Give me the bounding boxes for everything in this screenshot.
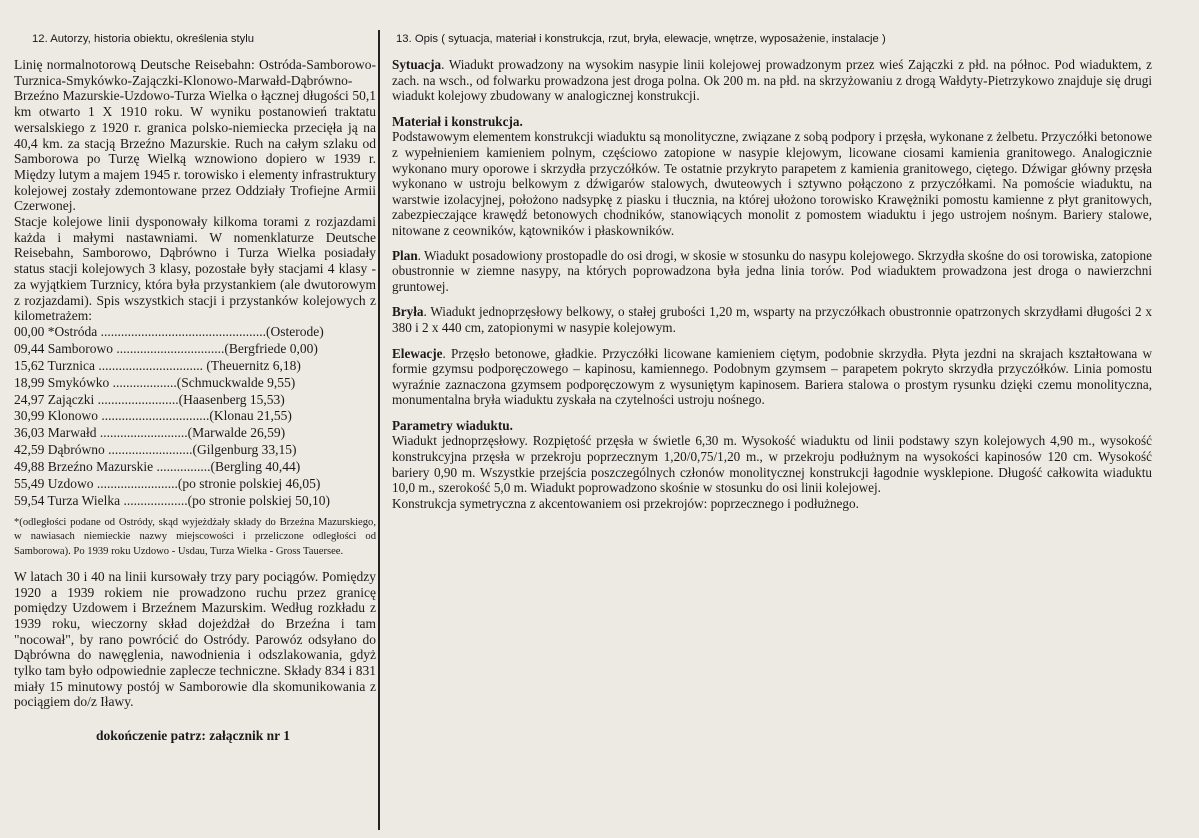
station-item: 49,88 Brzeźno Mazurskie ................(Bergling 40,44) — [14, 459, 301, 475]
bryla-title: Bryła — [392, 304, 424, 320]
material-text: Podstawowym elementem konstrukcji wiaduktu są monolityczne, związane z sobą podpory i przęsła, wykonane z żelbetu. Przyczółki betonowe z wypełnieniem kamieniem polnym, częściowo zatopione w nasypie klejowym, licowane ciosami kamienia granitowego. Analogicznie wykonano mury oporowe i skrzydła przyczółków. Te ostatnie przykryto parapetem z kamienia granitowego, ciętego. Dźwigar główny przęsła wykonano w ustroju belkowym z dźwigarów stalowych, dwuteowych i sztywno połączono z przyczółkami. Na pomoście wiaduktu, na warstwie izolacyjnej, położono nadsypkę z piasku i tłucznia, na której ułożono torowisko Krawężniki pomostu kamienne z płyt granitowych, zabezpieczające krawędź betonowych chodników, stanowiących monolit z pomostem wiaduktu i jego ustrojem nośnym. Bariery stalowe, nitowane z ceowników, kątowników i płaskowników. — [392, 129, 1152, 238]
continuation-note: dokończenie patrz: załącznik nr 1 — [96, 728, 290, 744]
plan-text: . Wiadukt posadowiony prostopadle do osi drogi, w skosie w stosunku do nasypu kolejowego. Skrzydła skośne do osi torowiska, zatopione obustronnie w ziemne nasypy, na których poprowadzona była jedna linia torów. Pod wiaduktem prowadzona jest droga o nawierzchni gruntowej. — [392, 247, 1153, 294]
station-item: 42,59 Dąbrówno .........................(Gilgenburg 33,15) — [14, 442, 297, 458]
history-column — [14, 33, 376, 744]
station-item: 18,99 Smykówko ...................(Schmuckwalde 9,55) — [14, 374, 296, 390]
section-sytuacja — [392, 57, 1152, 104]
station-item: 24,97 Zajączki ........................(Haasenberg 15,53) — [14, 391, 285, 407]
station-item: 15,62 Turznica ............................... (Theuernitz 6,18) — [14, 357, 301, 373]
station-list — [14, 324, 376, 510]
sytuacja-text: . Wiadukt prowadzony na wysokim nasypie linii kolejowej prowadzonym przez wieś Zajączki z płd. na północ. Pod wiaduktem, z zach. na wsch., od folwarku prowadzona jest droga polna. Ok 200 m. na płd. na skrzyżowaniu z drogą Wałdyty-Pietrzykowo znajduje się drugi wiadukt kolejowy zbudowany w analogicznej konstrukcji. — [392, 57, 1152, 104]
elewacje-title: Elewacje — [392, 345, 443, 361]
station-item: 30,99 Klonowo ................................(Klonau 21,55) — [14, 408, 292, 424]
params-block — [392, 433, 1152, 511]
plan-title: Plan — [392, 247, 418, 263]
material-title: Materiał i konstrukcja. — [392, 113, 523, 129]
station-item: 09,44 Samborowo ................................(Bergfriede 0,00) — [14, 340, 318, 356]
station-item: 00,00 *Ostróda .................................................(Osterode) — [14, 323, 324, 339]
params-title: Parametry wiaduktu. — [392, 417, 513, 433]
station-item: 55,49 Uzdowo ........................(po stronie polskiej 46,05) — [14, 476, 321, 492]
description-header: 13. Opis ( sytuacja, materiał i konstrukcja, rzut, bryła, elewacje, wnętrze, wyposażenie, instalacje ) — [396, 33, 886, 45]
section-elewacje — [392, 346, 1152, 408]
history-paragraph-1: Linię normalnotorową Deutsche Reisebahn: Ostróda-Samborowo-Turznica-Smykówko-Zajączki-Klonowo-Marwałd-Dąbrówno-Brzeźno Mazurskie-Uzdowo-Turza Wielka o łącznej długości 50,1 km otwarto 1 X 1910 roku. W wyniku postanowień traktatu wersalskiego z 1920 r. granica polsko-niemiecka przecięła ją na 40,4 km. za stacją Brzeźno Mazurskie. Ruch na całym szlaku od Samborowa po Turzę Wielką wznowiono dopiero w 1939 r. Między lutym a majem 1945 r. torowisko i elementy infrastruktury kolejowej zostały zdemontowane przez Oddziały Trofiejne Armii Czerwonej. — [14, 57, 376, 214]
params-text-2: Konstrukcja symetryczna z akcentowaniem osi przekrojów: poprzecznego i podłużnego. — [392, 495, 859, 511]
history-header: 12. Autorzy, historia obiektu, określenia stylu — [32, 33, 255, 45]
section-bryla — [392, 304, 1152, 335]
description-column — [392, 33, 1152, 511]
section-plan — [392, 248, 1152, 295]
sytuacja-title: Sytuacja — [392, 57, 442, 72]
distance-note: *(odległości podane od Ostródy, skąd wyjeżdżały składy do Brzeźna Mazurskiego, w nawiasach niemieckie nazwy miejscowości i przeliczone odległości od Samborowa). Po 1939 roku Uzdowo - Usdau, Turza Wielka - Gross Tauersee. — [14, 516, 376, 557]
station-item: 59,54 Turza Wielka ...................(po stronie polskiej 50,10) — [14, 493, 331, 509]
station-item: 36,03 Marwałd ..........................(Marwalde 26,59) — [14, 425, 286, 441]
column-divider — [378, 30, 380, 830]
elewacje-text: . Przęsło betonowe, gładkie. Przyczółki licowane kamieniem ciętym, podobnie skrzydła. Płyta jezdni na skrajach kształtowana w formie gzymsu podporęczowego – kapinosu, kamiennego. Podobnym gzymsem – parapetem pokryto skrzydła przyczółków. Linia pomostu wyraźnie zaznaczona gzymsem podporęczowym z wysuniętym kapinosem. Bariera stalowa o prostym rysunku dzięki czemu monolityczna, monumentalna bryła wiaduktu zyskała na czytelności ustroju nośnego. — [392, 345, 1152, 408]
history-paragraph-3: W latach 30 i 40 na linii kursowały trzy pary pociągów. Pomiędzy 1920 a 1939 rokiem nie prowadzono ruchu przez granicę pomiędzy Uzdowem i Brzeźnem Mazurskim. Według rozkładu z 1939 roku, wieczorny skład dojeżdżał do Brzeźna i tam "nocował", by rano powrócić do Ostródy. Parowóz odsyłano do Dąbrówna do nawęglenia, nawodnienia i odszlakowania, gdyż tylko tam było odpowiednie zaplecze techniczne. Składy 834 i 831 miały 15 minutowy postój w Samborowie dla skomunikowania z pociągiem do/z Iławy. — [14, 568, 376, 710]
params-text-1: Wiadukt jednoprzęsłowy. Rozpiętość przęsła w świetle 6,30 m. Wysokość wiaduktu od linii podstawy szyn kolejowych 4,90 m., wysokość konstrukcyjna przęsła w przekroju poprzecznym 1,20/0,75/1,20 m., w przekroju podłużnym na wysokości kapinosów 120 cm. Wysokość bariery 0,90 m. Wszystkie przejścia poszczególnych członów monolitycznej konstrukcji łagodnie wysklepione. Długość całkowita wiaduktu 10,0 m., szerokość 5,0 m. Wiadukt poprowadzono skośnie w stosunku do osi linii kolejowej. — [392, 433, 1152, 496]
history-paragraph-2: Stacje kolejowe linii dysponowały kilkoma torami z rozjazdami każda i małymi nastawniami. W nomenklaturze Deutsche Reisebahn, Samborowo, Dąbrówno i Turza Wielka posiadały status stacji kolejowych 3 klasy, pozostałe były stacjami 4 klasy - za wyjątkiem Turznicy, która była przystankiem (ale dwutorowym z rozjazdami). Spis wszystkich stacji i przystanków kolejowych z kilometrażem: — [14, 214, 376, 324]
bryla-text: . Wiadukt jednoprzęsłowy belkowy, o stałej grubości 1,20 m, wsparty na przyczółkach obustronnie opatrzonych skrzydłami długości 2 x 380 i 2 x 440 cm, zatopionymi w nasypie kolejowym. — [392, 304, 1152, 335]
